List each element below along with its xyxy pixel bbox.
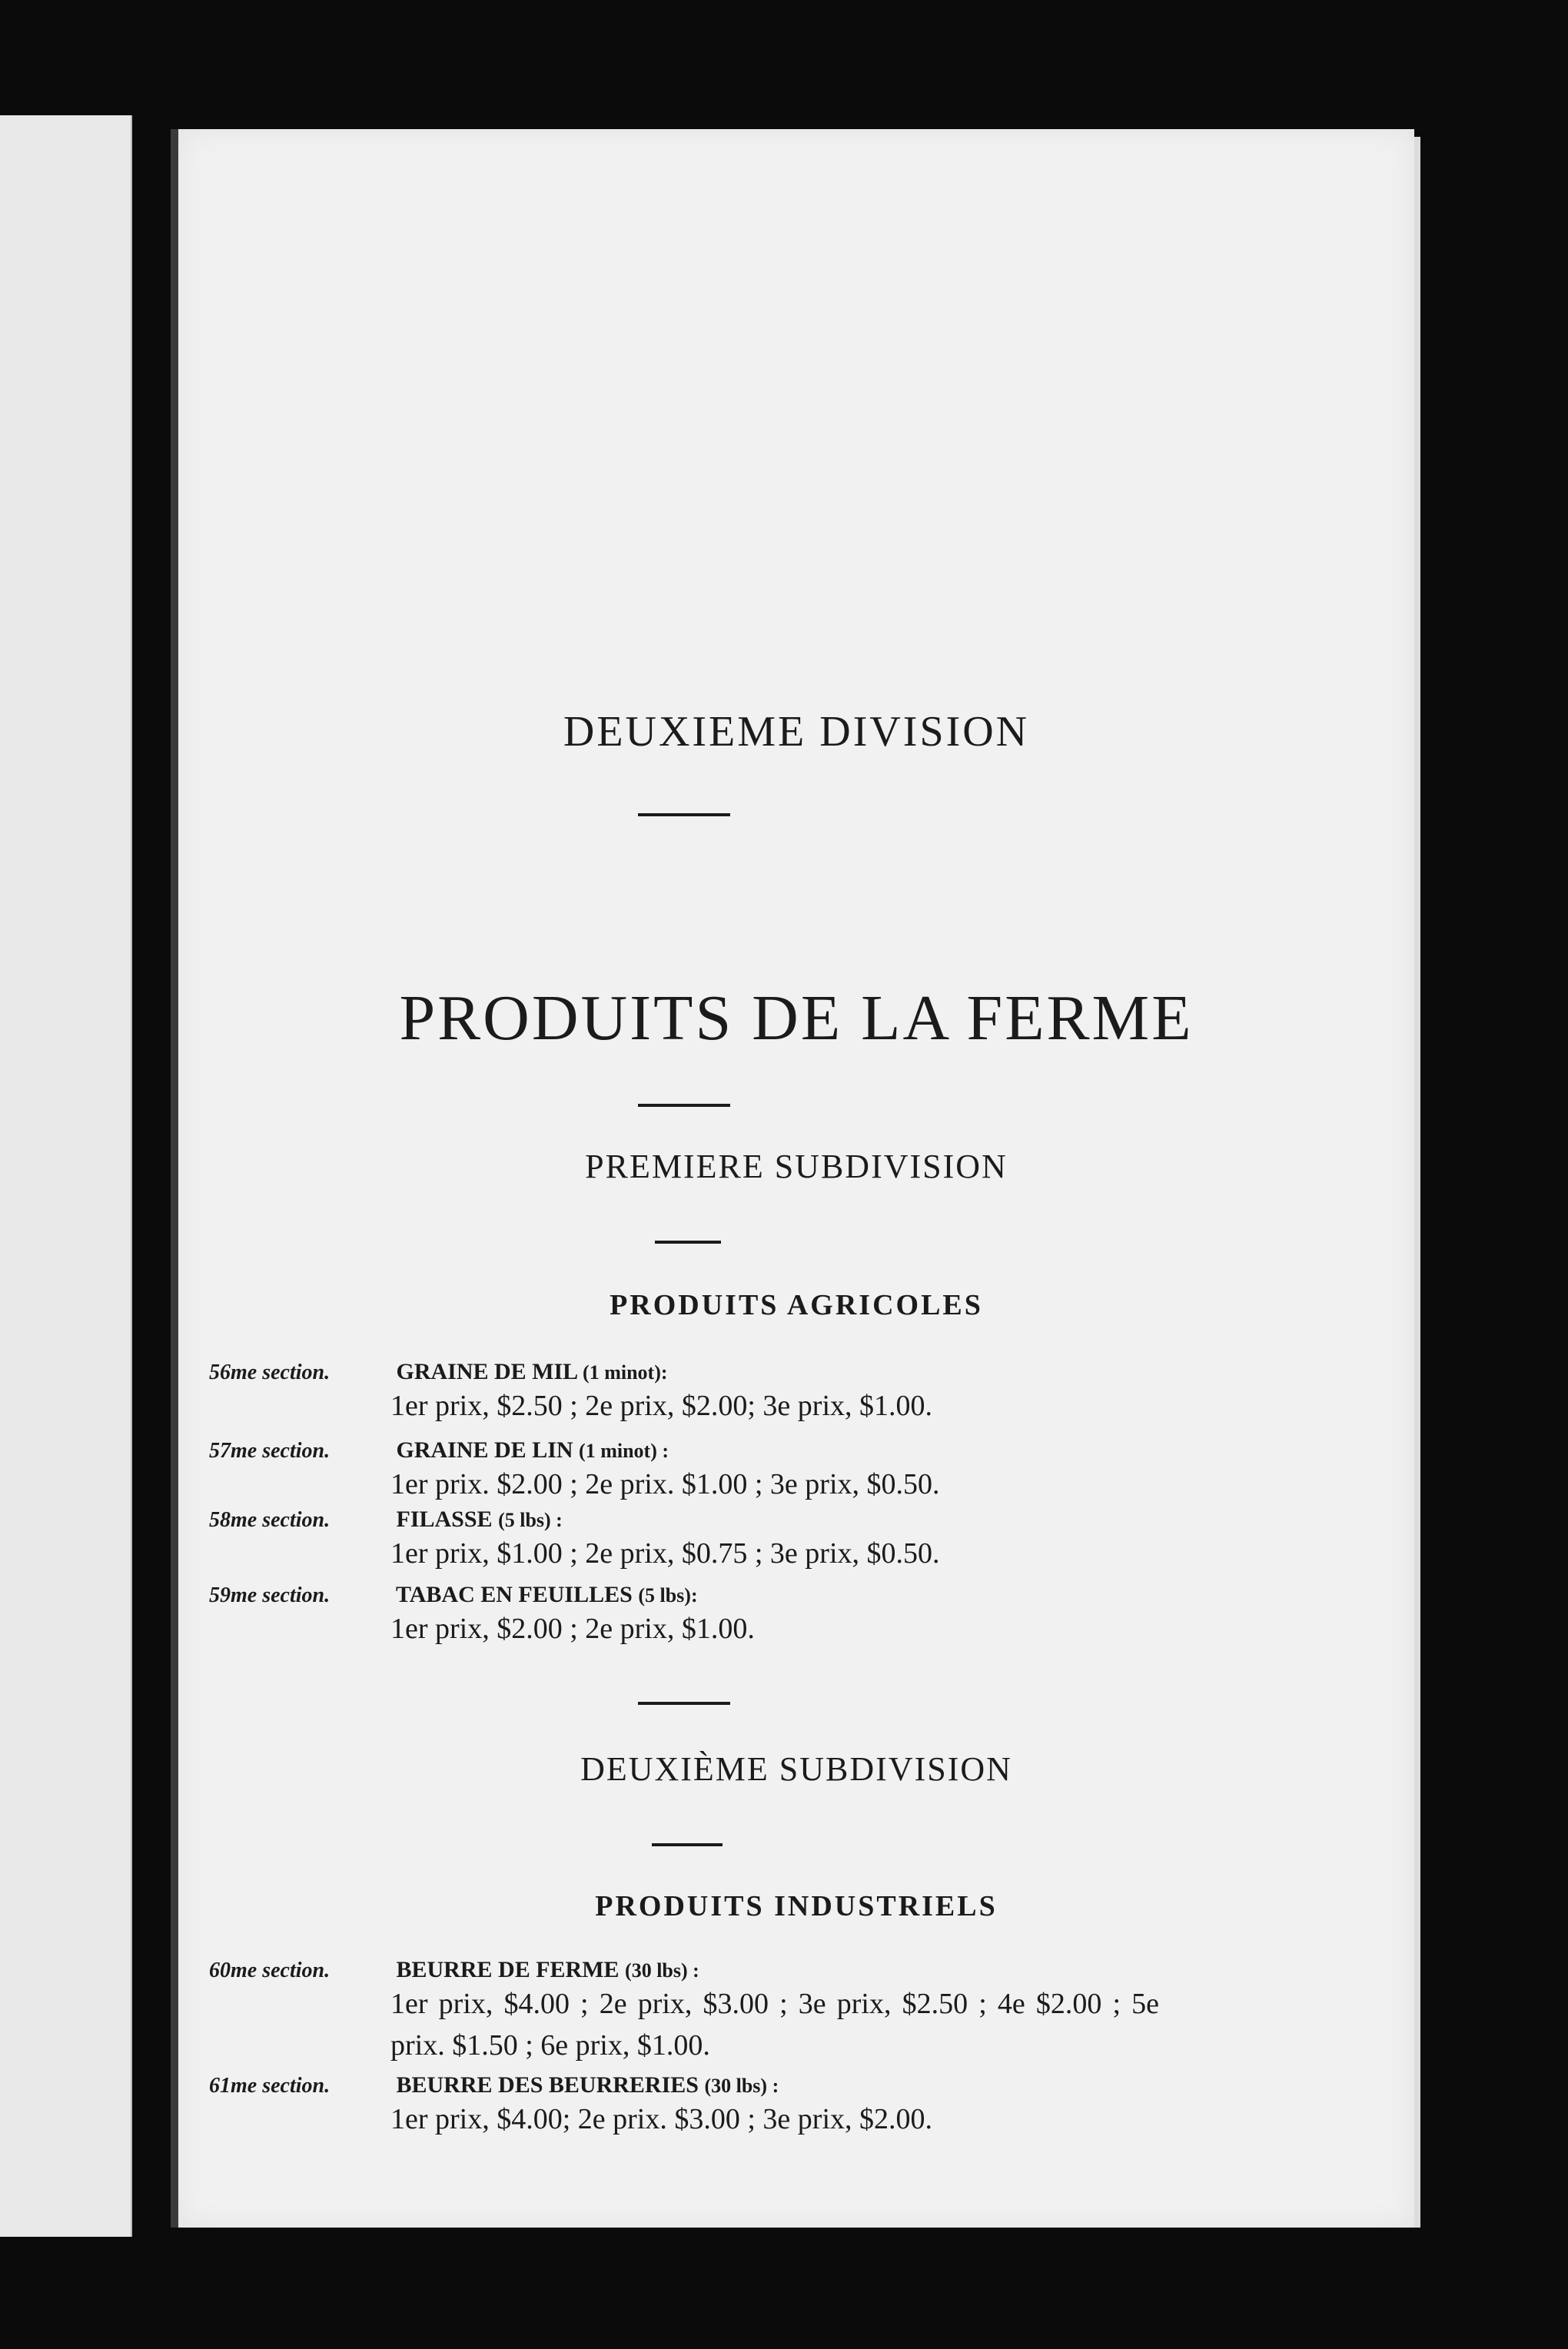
product-name: GRAINE DE MIL bbox=[396, 1359, 577, 1384]
section-entry bbox=[209, 1582, 1377, 1650]
section-number: 61me section. bbox=[209, 2074, 331, 2098]
entry-head bbox=[209, 1582, 1377, 1608]
document-page bbox=[171, 129, 1414, 2228]
prize-list: 1er prix, $4.00; 2e prix. $3.00 ; 3e prix, $2.00. bbox=[390, 2103, 933, 2135]
product-name: FILASSE bbox=[396, 1507, 493, 1532]
prize-list: 1er prix, $2.00 ; 2e prix, $1.00. bbox=[390, 1613, 755, 1645]
page-title: PRODUITS DE LA FERME bbox=[399, 982, 1194, 1054]
divider-rule bbox=[638, 813, 730, 816]
divider-rule bbox=[652, 1843, 723, 1846]
section-entry bbox=[209, 1507, 1377, 1574]
section-number: 59me section. bbox=[209, 1583, 331, 1607]
product-quantity: (30 lbs) : bbox=[704, 2075, 779, 2097]
category-heading: PRODUITS INDUSTRIELS bbox=[595, 1890, 998, 1922]
section-number: 58me section. bbox=[209, 1508, 331, 1532]
entry-head bbox=[209, 1359, 1377, 1385]
prize-list: 1er prix, $1.00 ; 2e prix, $0.75 ; 3e prix, $0.50. bbox=[390, 1537, 940, 1570]
entry-head bbox=[209, 1437, 1377, 1464]
subdivision-heading: PREMIERE SUBDIVISION bbox=[585, 1148, 1008, 1185]
product-quantity: (5 lbs): bbox=[638, 1584, 698, 1606]
division-heading: DEUXIEME DIVISION bbox=[563, 708, 1030, 756]
section-number: 57me section. bbox=[209, 1439, 331, 1463]
section-entry bbox=[209, 1957, 1377, 2066]
product-name: BEURRE DES BEURRERIES bbox=[396, 2072, 699, 2098]
section-entry bbox=[209, 1359, 1377, 1427]
product-quantity: (1 minot) : bbox=[579, 1440, 669, 1462]
product-name: BEURRE DE FERME bbox=[396, 1957, 620, 1982]
entry-head bbox=[209, 1957, 1377, 1983]
product-quantity: (30 lbs) : bbox=[625, 1959, 699, 1982]
prize-list: 1er prix, $4.00 ; 2e prix, $3.00 ; 3e prix, $2.50 ; 4e $2.00 ; 5e prix. $1.50 ; 6e prix, $1.00. bbox=[390, 1988, 1159, 2062]
product-name: TABAC EN FEUILLES bbox=[395, 1582, 633, 1607]
product-quantity: (5 lbs) : bbox=[498, 1509, 563, 1531]
section-entry bbox=[209, 2072, 1377, 2140]
subdivision-heading: DEUXIÈME SUBDIVISION bbox=[580, 1750, 1012, 1788]
previous-page-edge bbox=[0, 115, 132, 2237]
section-number: 56me section. bbox=[209, 1361, 331, 1384]
product-name: GRAINE DE LIN bbox=[396, 1437, 573, 1463]
divider-rule bbox=[638, 1702, 730, 1705]
page-content bbox=[178, 129, 1414, 2228]
section-number: 60me section. bbox=[209, 1959, 331, 1982]
section-entry bbox=[209, 1437, 1377, 1505]
entry-head bbox=[209, 2072, 1377, 2098]
entry-head bbox=[209, 1507, 1377, 1533]
prize-list: 1er prix. $2.00 ; 2e prix. $1.00 ; 3e prix, $0.50. bbox=[390, 1468, 940, 1500]
prize-list: 1er prix, $2.50 ; 2e prix, $2.00; 3e prix, $1.00. bbox=[390, 1390, 933, 1422]
divider-rule bbox=[638, 1104, 730, 1107]
divider-rule bbox=[655, 1241, 721, 1244]
category-heading: PRODUITS AGRICOLES bbox=[610, 1289, 983, 1321]
product-quantity: (1 minot): bbox=[583, 1361, 668, 1384]
